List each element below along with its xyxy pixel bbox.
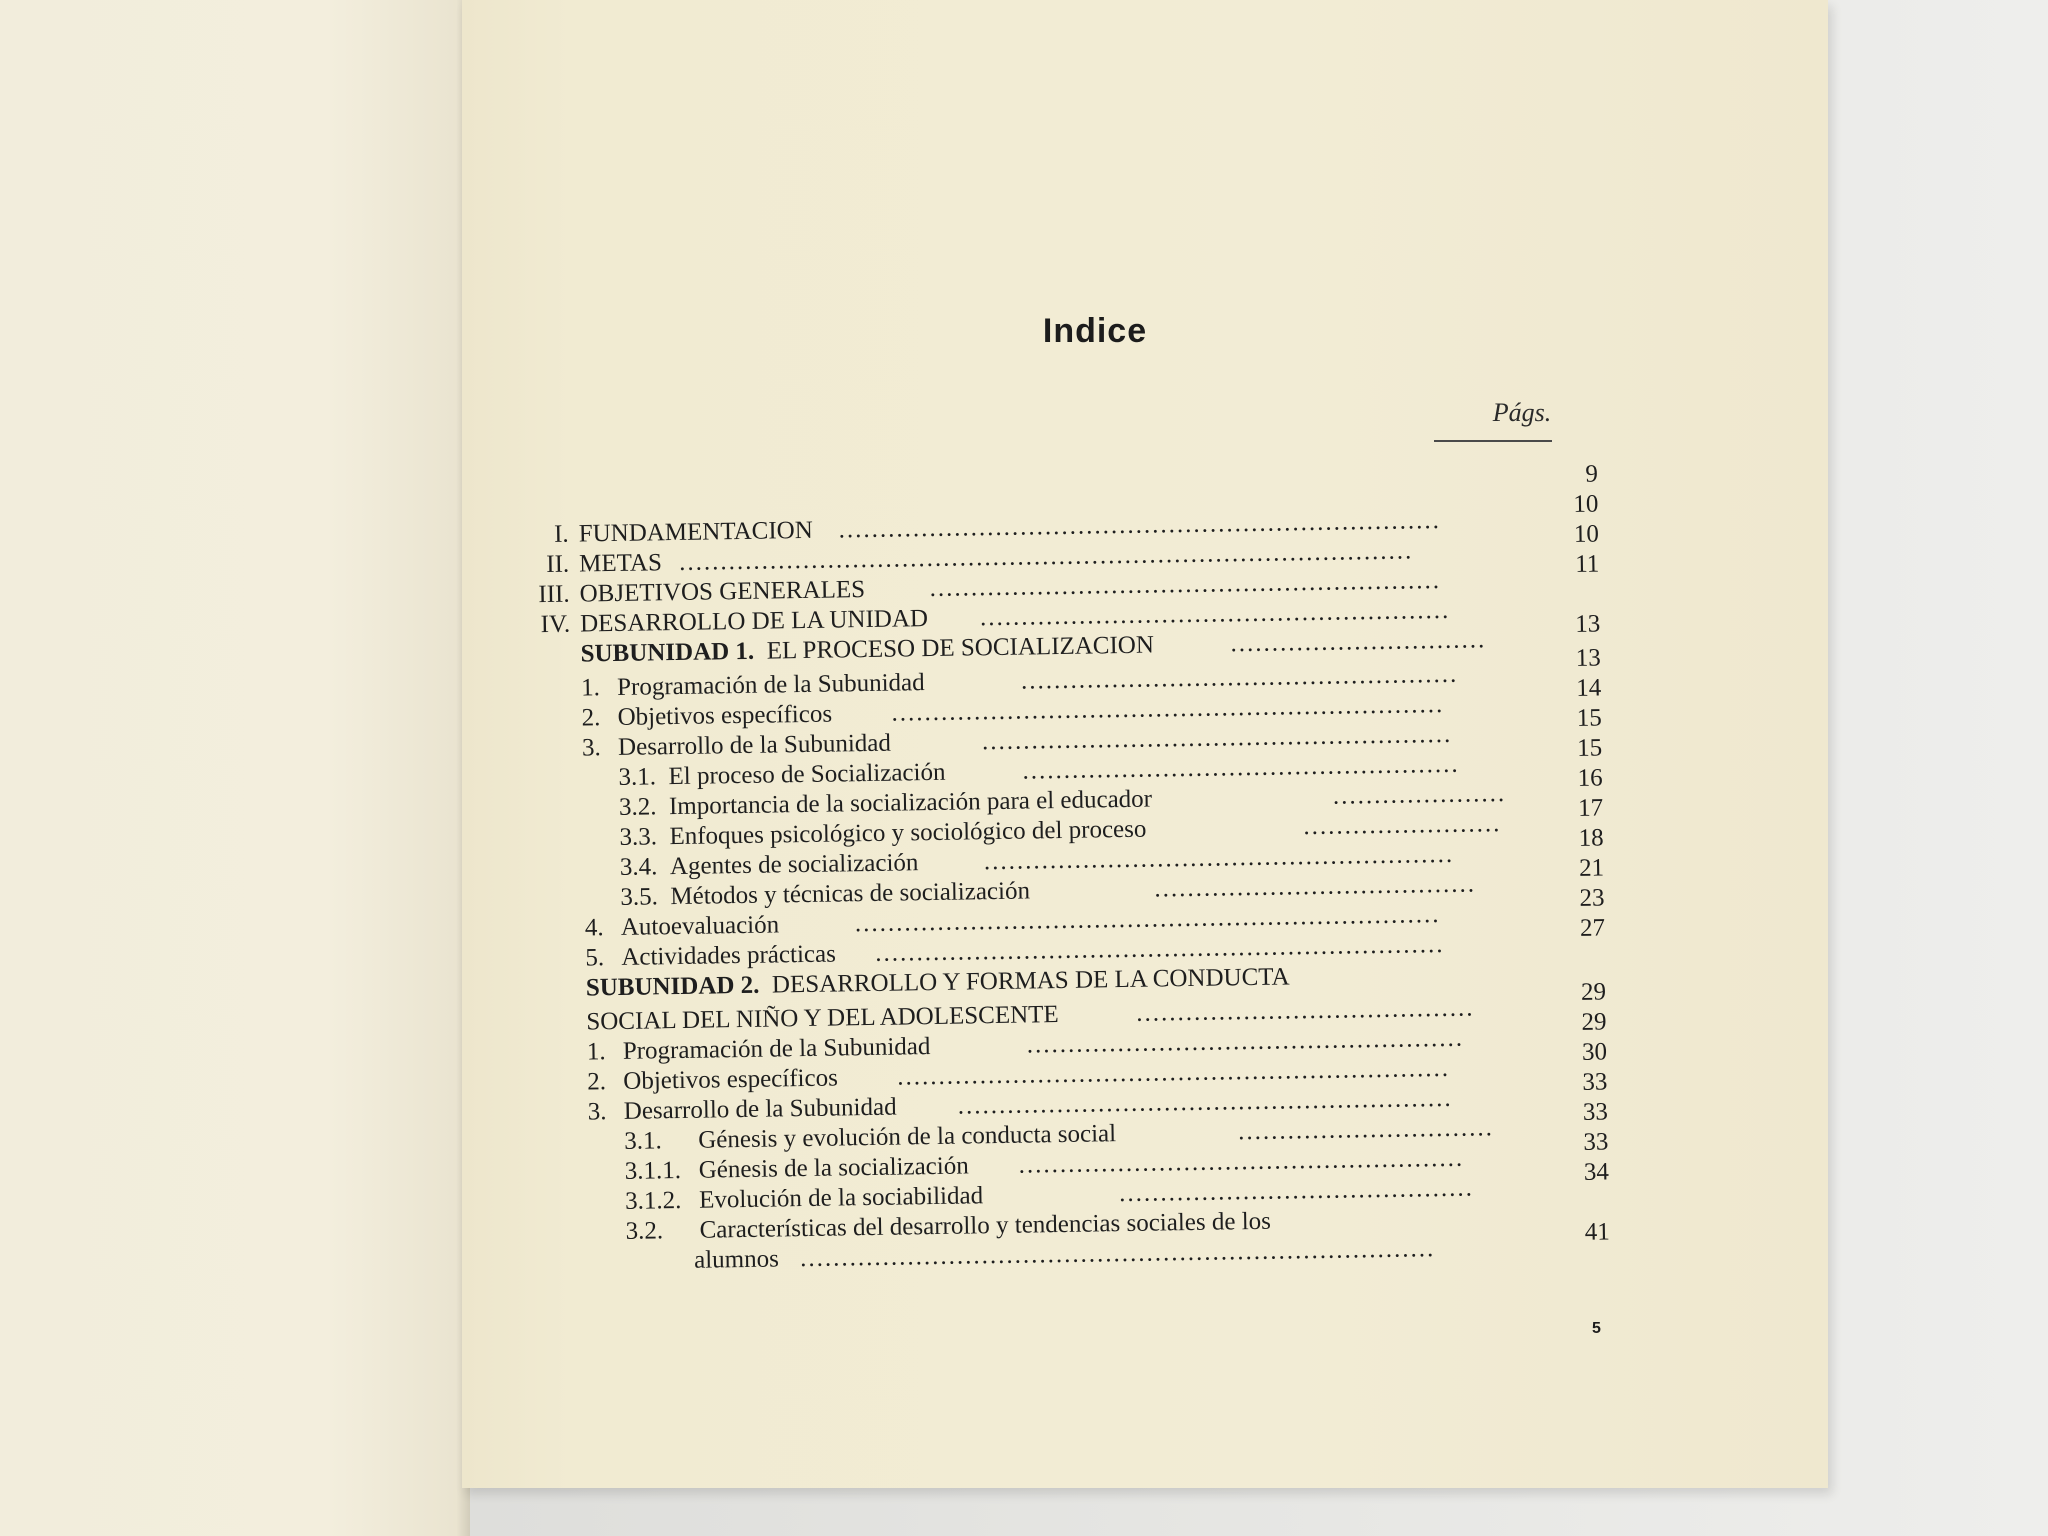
toc-page-number: 15 (1576, 704, 1602, 732)
toc-number: 3.5. (620, 883, 659, 911)
toc-page-number: 9 (1585, 460, 1599, 488)
toc-label: OBJETIVOS GENERALES (579, 576, 866, 608)
toc-page-number: 33 (1582, 1068, 1608, 1096)
toc-leader: ..................... (1332, 779, 1507, 810)
toc-label: Génesis y evolución de la conducta social (698, 1120, 1117, 1154)
page-title: Indice (1042, 312, 1148, 350)
toc-page-number: 21 (1578, 854, 1605, 882)
toc-label: Objetivos específicos (617, 700, 833, 731)
toc-label: Enfoques psicológico y sociológico del proceso (669, 815, 1147, 851)
toc-page-number: 33 (1583, 1128, 1609, 1156)
subunit-heading: SUBUNIDAD 2. (585, 971, 760, 1002)
toc-number: 3.2. (618, 793, 657, 821)
toc-label: Importancia de la socialización para el educador (668, 785, 1153, 821)
toc-leader: ................................................................... (897, 1054, 1451, 1091)
toc-label: Objetivos específicos (623, 1064, 839, 1095)
toc-leader: ................................................................... (891, 690, 1445, 727)
toc-leader: ............................................................................. (799, 1235, 1436, 1273)
toc-number: 3. (581, 734, 602, 762)
toc-label: FUNDAMENTACION (578, 516, 813, 548)
toc-label: Programación de la Subunidad (616, 669, 925, 701)
toc-leader: ......................................................... (979, 596, 1451, 632)
toc-number: 4. (584, 914, 604, 942)
pages-column-label: Págs. (1492, 398, 1552, 427)
toc-page-number: 23 (1579, 884, 1605, 912)
toc-page-number: 18 (1578, 824, 1604, 852)
toc-leader: ......................................................................................... (678, 537, 1414, 576)
toc-label: alumnos (693, 1245, 780, 1274)
toc-number: 3.1. (624, 1127, 662, 1155)
toc-label: Desarrollo de la Subunidad (623, 1093, 897, 1125)
toc-leader: ....................................... (1154, 870, 1477, 903)
toc-label: Características del desarrollo y tendencias sociales de los (699, 1207, 1272, 1244)
toc-leader: ......................................................... (981, 720, 1453, 756)
toc-leader: ..................................................................... (875, 930, 1445, 967)
toc-number: III. (538, 580, 570, 609)
toc-label: METAS (578, 549, 663, 578)
toc-leader: ............................................................ (957, 1084, 1453, 1120)
left-page (0, 0, 470, 1536)
toc-page-number: 13 (1575, 610, 1601, 638)
toc-label: Desarrollo de la Subunidad (617, 729, 892, 761)
toc-label: Evolución de la sociabilidad (698, 1182, 984, 1214)
toc-number: 3.1.1. (624, 1156, 682, 1185)
toc-page-number: 15 (1576, 734, 1603, 762)
toc-leader: ....................................................................... (854, 901, 1441, 938)
toc-page-number: 30 (1581, 1038, 1608, 1066)
toc-leader: ............................... (1237, 1114, 1495, 1146)
toc-label: SOCIAL DEL NIÑO Y DEL ADOLESCENTE (586, 1001, 1059, 1036)
toc-page-number: 16 (1577, 764, 1603, 792)
toc-label: Génesis de la socialización (698, 1152, 969, 1184)
toc-leader: .............................................................. (929, 566, 1442, 603)
pages-column-rule (1434, 440, 1552, 442)
toc-page-number: 34 (1583, 1158, 1610, 1186)
toc-page-number: 13 (1575, 644, 1601, 672)
toc-label: Programación de la Subunidad (622, 1033, 931, 1065)
toc-number: II. (546, 550, 570, 579)
toc-number: I. (553, 520, 569, 548)
toc-page-number: 33 (1582, 1098, 1609, 1126)
toc-label: Agentes de socialización (669, 849, 919, 881)
toc-page-number: 17 (1577, 794, 1604, 822)
toc-leader: ........................ (1303, 810, 1502, 841)
toc-page-number: 10 (1573, 520, 1600, 548)
toc-number: 3.2. (625, 1217, 664, 1245)
toc-label: El proceso de Socialización (668, 758, 946, 791)
toc-label: EL PROCESO DE SOCIALIZACION (766, 631, 1155, 665)
toc-label: Actividades prácticas (621, 940, 837, 971)
toc-number: 1. (586, 1038, 606, 1066)
toc-leader: ........................................... (1118, 1174, 1475, 1208)
toc-page-number: 11 (1575, 550, 1600, 578)
toc-number: IV. (540, 610, 571, 639)
toc-number: 3.1.2. (624, 1186, 682, 1215)
toc-number: 3.1. (618, 763, 657, 791)
toc-leader: ...................................................... (1018, 1144, 1465, 1179)
toc-label: DESARROLLO DE LA UNIDAD (579, 605, 929, 638)
toc-leader: ......................................................................... (838, 506, 1442, 544)
toc-page-number: 14 (1576, 674, 1602, 702)
toc-number: 1. (580, 674, 601, 702)
toc-page-number: 27 (1579, 914, 1606, 942)
table-of-contents (538, 460, 1620, 1278)
toc-number: 3.4. (619, 853, 658, 881)
book-page (462, 0, 1828, 1488)
toc-leader: ......................................... (1136, 994, 1475, 1027)
toc-label: DESARROLLO Y FORMAS DE LA CONDUCTA (771, 963, 1290, 999)
toc-leader: ......................................................... (983, 840, 1455, 876)
toc-number: 2. (587, 1068, 607, 1096)
toc-leader: ..................................................... (1026, 1024, 1465, 1059)
toc-number: 3. (587, 1098, 607, 1126)
toc-page-number: 29 (1581, 1008, 1607, 1036)
toc-number: 3.3. (619, 823, 658, 851)
toc-number: 5. (585, 944, 605, 972)
page-folio: 5 (1592, 1320, 1601, 1337)
toc-page-number: 41 (1584, 1218, 1610, 1246)
toc-leader: ..................................................... (1022, 750, 1460, 785)
subunit-heading: SUBUNIDAD 1. (580, 637, 755, 668)
toc-label: Métodos y técnicas de socialización (670, 877, 1031, 911)
toc-label: Autoevaluación (620, 911, 780, 941)
toc-page-number: 29 (1580, 978, 1607, 1006)
toc-leader: ..................................................... (1020, 660, 1459, 695)
toc-page-number: 10 (1573, 490, 1599, 518)
toc-number: 2. (581, 704, 601, 732)
toc-leader: ............................... (1230, 626, 1487, 658)
